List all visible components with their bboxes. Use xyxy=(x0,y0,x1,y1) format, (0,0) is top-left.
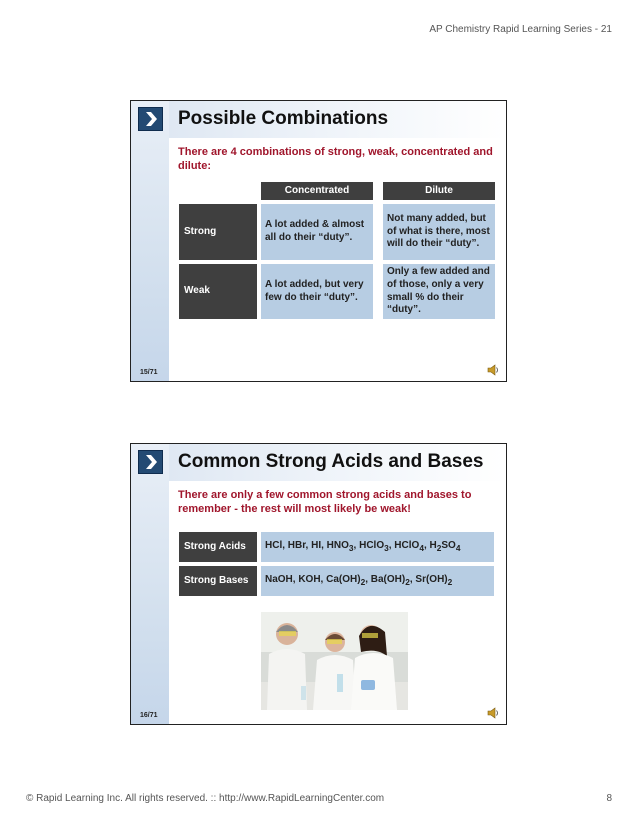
cell-strong-dilute: Not many added, but of what is there, most will do their “duty”. xyxy=(383,204,495,260)
column-header-dilute: Dilute xyxy=(383,182,495,200)
slide-title: Common Strong Acids and Bases xyxy=(178,451,484,472)
slide-sidebar xyxy=(131,444,169,724)
slide-common-strong-acids-bases xyxy=(130,443,507,725)
slide-subtitle: There are only a few common strong acids and bases to remember - the rest will most likely be weak! xyxy=(178,489,472,516)
column-header-concentrated: Concentrated xyxy=(261,182,373,200)
cell-weak-concentrated: A lot added, but very few do their “duty”. xyxy=(261,264,373,319)
slide-possible-combinations xyxy=(130,100,507,382)
row-header-strong-acids: Strong Acids xyxy=(179,532,257,562)
slide-sidebar xyxy=(131,101,169,381)
cell-strong-acids-formulas xyxy=(261,532,494,562)
strong-acids-formulas-text: HCl, HBr, HI, $HNO_3$, HClO$_3$, HClO$_4$, $H_2SO_4$ xyxy=(265,540,461,554)
arrow-icon xyxy=(138,450,163,474)
page-header: AP Chemistry Rapid Learning Series - 21 xyxy=(429,24,612,35)
cell-weak-dilute: Only a few added and of those, only a very small % do their “duty”. xyxy=(383,264,495,319)
row-header-weak: Weak xyxy=(179,264,257,319)
cell-strong-bases-formulas xyxy=(261,566,494,596)
cell-strong-concentrated: A lot added & almost all do their “duty”. xyxy=(261,204,373,260)
page-footer-copyright: © Rapid Learning Inc. All rights reserved. :: http://www.RapidLearningCenter.com xyxy=(26,793,385,804)
speaker-icon[interactable] xyxy=(487,364,500,376)
slide-subtitle: There are 4 combinations of strong, weak, concentrated and dilute: xyxy=(178,146,493,173)
page-number: 8 xyxy=(606,793,612,804)
row-header-strong-bases: Strong Bases xyxy=(179,566,257,596)
arrow-icon xyxy=(138,107,163,131)
slide-number: 16/71 xyxy=(140,712,158,719)
lab-scientists-photo xyxy=(261,612,408,710)
slide-title: Possible Combinations xyxy=(178,108,389,129)
speaker-icon[interactable] xyxy=(487,707,500,719)
slide-number: 15/71 xyxy=(140,369,158,376)
strong-bases-formulas-text: NaOH, KOH, $Ca(OH)_2$, $Ba(OH)_2$, $Sr(OH)_2$ xyxy=(265,574,453,588)
row-header-strong: Strong xyxy=(179,204,257,260)
